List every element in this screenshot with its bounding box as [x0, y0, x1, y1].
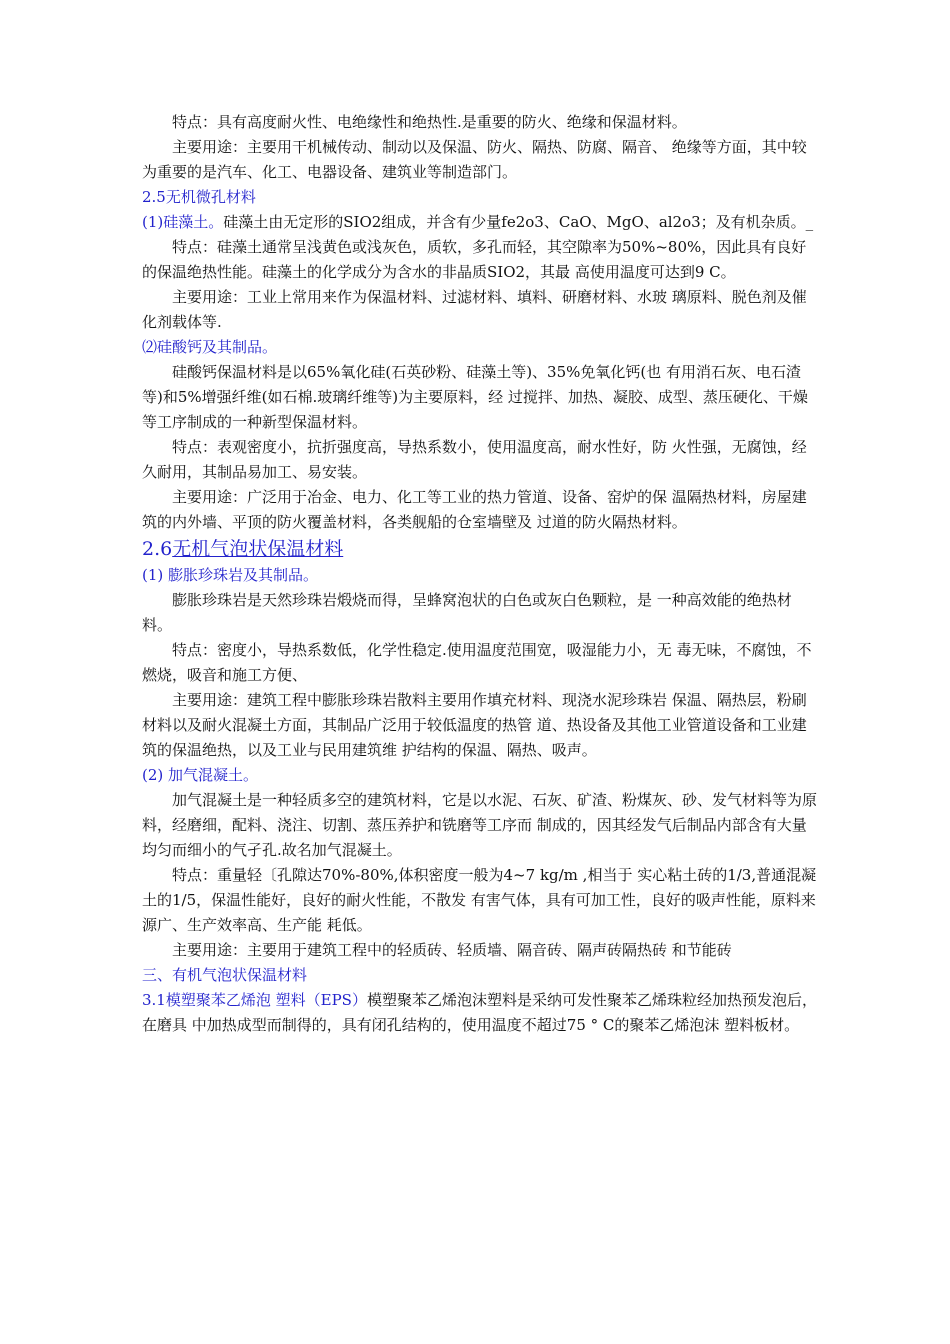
paragraph: 主要用途：主要用干机械传动、制动以及保温、防火、隔热、防腐、隔音、 绝缘等方面，其中较为重要的是汽车、化工、电器设备、建筑业等制造部门。: [142, 138, 807, 181]
document-body: [142, 110, 820, 1038]
section-heading: 2.5无机微孔材料: [142, 188, 256, 206]
paragraph: 主要用途：建筑工程中膨胀珍珠岩散料主要用作填充材料、现浇水泥珍珠岩 保温、隔热层，粉刷材料以及耐火混凝土方面，其制品广泛用于较低温度的热管 道、热设备及其他工业管道设备和工业建筑的保温绝热，以及工业与民用建筑维 护结构的保温、隔热、吸声。: [142, 691, 807, 759]
subsection-heading: (1) 膨胀珍珠岩及其制品。: [142, 566, 319, 584]
paragraph: 特点：具有高度耐火性、电绝缘性和绝热性.是重要的防火、绝缘和保温材料。: [172, 113, 687, 131]
subsection-heading: (2) 加气混凝土。: [142, 766, 259, 784]
paragraph-text: 模塑聚苯乙烯泡沫塑料是采纳可发性聚苯乙烯珠粒经加热预发泡后，在磨具 中加热成型而制得的，具有闭孔结构的，使用温度不超过75 ° C的聚苯乙烯泡沫 塑料板材。: [142, 991, 817, 1034]
paragraph-with-heading: [142, 988, 820, 1038]
subsection-heading: ⑵硅酸钙及其制品。: [142, 338, 278, 356]
subsection-heading: 3.1模塑聚苯乙烯泡 塑料（EPS）: [142, 991, 367, 1009]
section-heading: 三、有机气泡状保温材料: [142, 966, 308, 984]
paragraph-with-heading: [142, 210, 820, 235]
paragraph: 加气混凝土是一种轻质多空的建筑材料，它是以水泥、石灰、矿渣、粉煤灰、砂、发气材料等为原料，经磨细，配料、浇注、切割、蒸压养护和铣磨等工序而 制成的，因其经发气后制品内部含有大量均匀而细小的气孑孔.故名加气混凝土。: [142, 791, 818, 859]
paragraph: 特点：密度小，导热系数低，化学性稳定.使用温度范围宽，吸湿能力小，无 毒无味，不腐蚀，不燃烧，吸音和施工方便、: [142, 641, 812, 684]
paragraph: 特点：表观密度小，抗折强度高，导热系数小，使用温度高，耐水性好，防 火性强，无腐蚀，经久耐用，其制品易加工、易安装。: [142, 438, 807, 481]
paragraph: 主要用途：工业上常用来作为保温材料、过滤材料、填料、研磨材料、水玻 璃原料、脱色剂及催化剂载体等.: [142, 288, 807, 331]
paragraph: 特点：硅藻土通常呈浅黄色或浅灰色，质软，多孔而轻，其空隙率为50%~80%，因此具有良好的保温绝热性能。硅藻土的化学成分为含水的非晶质SIO2，其最 高使用温度可达到9 C。: [142, 238, 807, 281]
paragraph: 主要用途：广泛用于冶金、电力、化工等工业的热力管道、设备、窑炉的保 温隔热材料，房屋建筑的内外墙、平顶的防火覆盖材料，各类舰船的仓室墙壁及 过道的防火隔热材料。: [142, 488, 807, 531]
subsection-heading: (1)硅藻土。: [142, 213, 224, 231]
paragraph: 膨胀珍珠岩是天然珍珠岩煅烧而得，呈蜂窝泡状的白色或灰白色颗粒，是 一种高效能的绝热材料。: [142, 591, 792, 634]
paragraph: 主要用途：主要用于建筑工程中的轻质砖、轻质墙、隔音砖、隔声砖隔热砖 和节能砖: [172, 941, 732, 959]
section-heading-large: [142, 535, 820, 563]
paragraph: 硅酸钙保温材料是以65%氧化硅(石英砂粉、硅藻土等)、35%免氧化钙(也 有用消石灰、电石渣等)和5%增强纤维(如石棉.玻璃纤维等)为主要原料，经 过搅拌、加热、凝胶、成型、蒸压硬化、干燥等工序制成的一种新型保温材料。: [142, 363, 808, 431]
paragraph-text: 硅藻土由无定形的SIO2组成，并含有少量fe2o3、CaO、MgO、al2o3；及有机杂质。_: [223, 213, 814, 231]
section-number: 2.6: [142, 538, 173, 560]
paragraph: 特点：重量轻〔孔隙达70%-80%,体积密度一般为4~7 kg/m ,相当于 实心粘土砖的1/3,普通混凝土的1/5，保温性能好，良好的耐火性能，不散发 有害气体，具有可加工性，良好的吸声性能，原料来源广、生产效率高、生产能 耗低。: [142, 866, 817, 934]
section-title: 无机气泡状保温材料: [172, 538, 344, 560]
